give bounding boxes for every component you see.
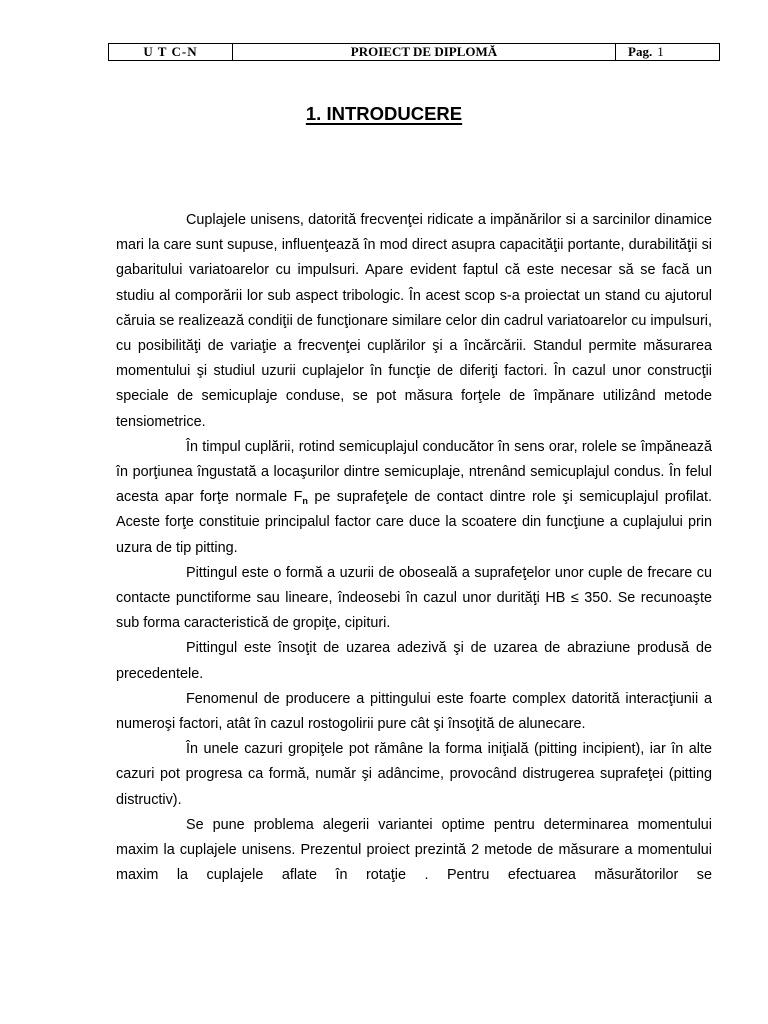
paragraph-2-part-2: pe suprafeţele de contact dintre role şi semicuplajul profilat. Aceste forţe constituie principalul factor care duce la scoatere din funcţiune a cuplajului prin uzura de tip pitting. [116,489,712,556]
header-page-label: Pag. [628,44,653,59]
paragraph-6: În unele cazuri gropiţele pot rămâne la forma iniţială (pitting incipient), iar în alte cazuri pot progresa ca formă, număr şi adâncime, provocând distrugerea suprafeţei (pitting distructiv). [116,741,712,808]
page-header [108,43,720,61]
paragraph-4: Pittingul este însoţit de uzarea adezivă şi de uzarea de abraziune produsă de precedentele. [116,640,712,682]
header-project-title: PROIECT DE DIPLOMĂ [233,44,616,60]
header-institution: U T C-N [109,44,233,60]
paragraph-2 [116,435,712,561]
paragraph-2-part-1: În timpul cuplării, rotind semicuplajul conducător în sens orar, rolele se împănează în porţiunea îngustată a locaşurilor dintre semicuplaje, ntrenând semicuplajul condus. În felul acesta apar forţe normale F [116,438,712,506]
document-body [116,208,712,888]
section-title-text: 1. INTRODUCERE [305,103,463,124]
paragraph-1: Cuplajele unisens, datorită frecvenţei ridicate a impănărilor si a sarcinilor dinamice mari la care sunt supuse, influenţează în mod direct asupra capacităţii portante, durabilităţii si gabaritului variatoarelor cu impulsuri. Apare evident faptul că este necesar să se facă un studiu al comporării lor sub aspect tribologic. În acest scop s-a proiectat un stand cu ajutorul căruia se realizează condiţii de funcţionare similare celor din cadrul variatoarelor cu impulsuri, cu posibilităţi de variaţie a frecvenţei cuplărilor şi a încărcării. Standul permite măsurarea momentului şi studiul uzurii cuplajelor în funcţie de diferiţi factori. În cazul unor construcţii speciale de semicuplaje conduse, se pot măsura forţele de împănare utilizând metode tensiometrice. [116,212,712,430]
normal-force-subscript: n [302,496,308,507]
header-page-number: 1 [657,44,664,59]
paragraph-5: Fenomenul de producere a pittingului este foarte complex datorită interacţiunii a numeroşi factori, atât în cazul rostogolirii pure cât şi însoţită de alunecare. [116,690,712,733]
header-page-cell [616,44,719,60]
paragraph-3: Pittingul este o formă a uzurii de oboseală a suprafeţelor unor cuple de frecare cu contacte punctiforme sau lineare, îndeosebi în cazul unor durităţi HB ≤ 350. Se recunoaşte sub forma caracteristică de gropiţe, cipituri. [116,564,712,632]
section-title [0,103,768,125]
paragraph-7: Se pune problema alegerii variantei optime pentru determinarea momentului maxim la cuplajele unisens. Prezentul proiect prezintă 2 metode de măsurare a momentului maxim la cuplajele aflate în rotaţie . Pentru efectuarea măsurătorilor se [116,816,712,884]
